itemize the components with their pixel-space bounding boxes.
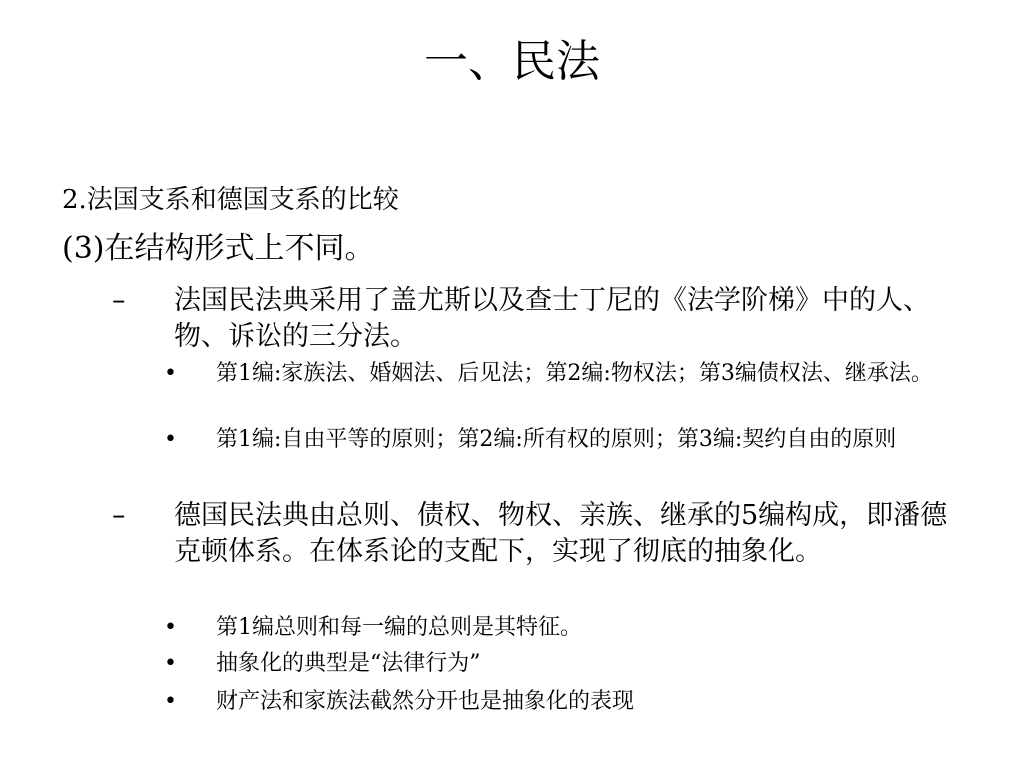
bullet-marker: • <box>164 615 177 640</box>
bullet-marker: • <box>164 361 177 386</box>
sub-list-item-text: 第1编:家族法、婚姻法、后见法；第2编:物权法；第3编债权法、继承法。 <box>216 361 933 386</box>
list-item-text: 德国民法典由总则、债权、物权、亲族、继承的5编构成，即潘德克顿体系。在体系论的支配下，实现了彻底的抽象化。 <box>174 500 948 567</box>
list-item-text: 法国民法典采用了盖尤斯以及查士丁尼的《法学阶梯》中的人、物、诉讼的三分法。 <box>174 285 930 352</box>
dash-marker: – <box>112 285 126 316</box>
sub-list-item-text: 第1编总则和每一编的总则是其特征。 <box>216 615 582 640</box>
bullet-marker: • <box>164 651 177 676</box>
sub-list-item-text: 第1编:自由平等的原则；第2编:所有权的原则；第3编:契约自由的原则 <box>216 427 897 452</box>
section-subheading: (3)在结构形式上不同。 <box>62 231 375 266</box>
bullet-marker: • <box>164 427 177 452</box>
slide-title: 一、民法 <box>424 36 600 87</box>
sub-list-item-text: 财产法和家族法截然分开也是抽象化的表现 <box>216 689 635 714</box>
bullet-marker: • <box>164 689 177 714</box>
section-heading: 2.法国支系和德国支系的比较 <box>62 185 399 215</box>
sub-list-item-text: 抽象化的典型是“法律行为” <box>216 651 481 676</box>
dash-marker: – <box>112 500 126 531</box>
